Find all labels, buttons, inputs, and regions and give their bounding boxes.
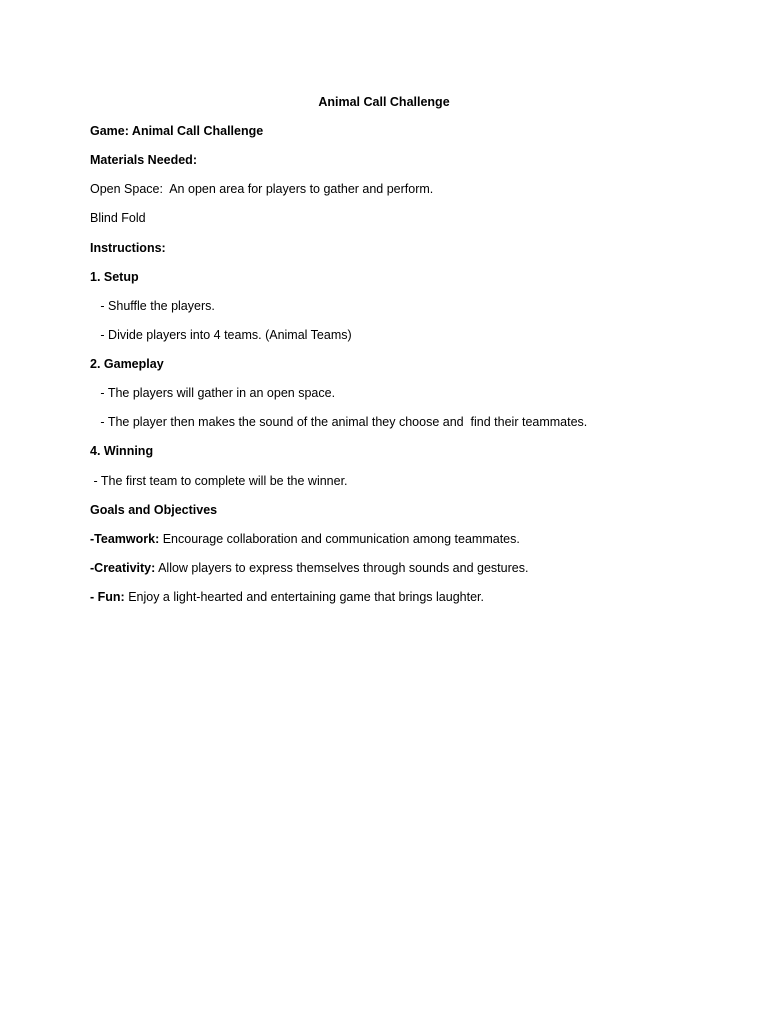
setup-heading: 1. Setup [90, 270, 139, 284]
game-label: Game: Animal Call Challenge [90, 124, 264, 138]
setup-item: - Shuffle the players. [90, 299, 215, 313]
material-open-space: Open Space: An open area for players to gather and perform. [90, 182, 434, 196]
setup-item: - Divide players into 4 teams. (Animal Teams) [90, 328, 352, 342]
winning-heading: 4. Winning [90, 444, 154, 458]
gameplay-heading: 2. Gameplay [90, 357, 164, 371]
goal-teamwork [90, 531, 520, 547]
winning-item: - The first team to complete will be the winner. [90, 474, 348, 488]
goals-heading: Goals and Objectives [90, 503, 218, 517]
goal-label: -Creativity: [90, 561, 156, 575]
document-title: Animal Call Challenge [318, 95, 450, 109]
material-blindfold: Blind Fold [90, 211, 146, 225]
gameplay-item: - The player then makes the sound of the animal they choose and find their teammates. [90, 415, 588, 429]
goal-label: - Fun: [90, 590, 125, 604]
instructions-heading: Instructions: [90, 241, 166, 255]
gameplay-item: - The players will gather in an open space. [90, 386, 336, 400]
materials-heading: Materials Needed: [90, 153, 197, 167]
goal-fun [90, 589, 484, 605]
goal-label: -Teamwork: [90, 532, 160, 546]
goal-text: Enjoy a light-hearted and entertaining game that brings laughter. [124, 590, 484, 604]
goal-text: Encourage collaboration and communication among teammates. [159, 532, 520, 546]
goal-creativity [90, 560, 528, 576]
goal-text: Allow players to express themselves through sounds and gestures. [155, 561, 529, 575]
